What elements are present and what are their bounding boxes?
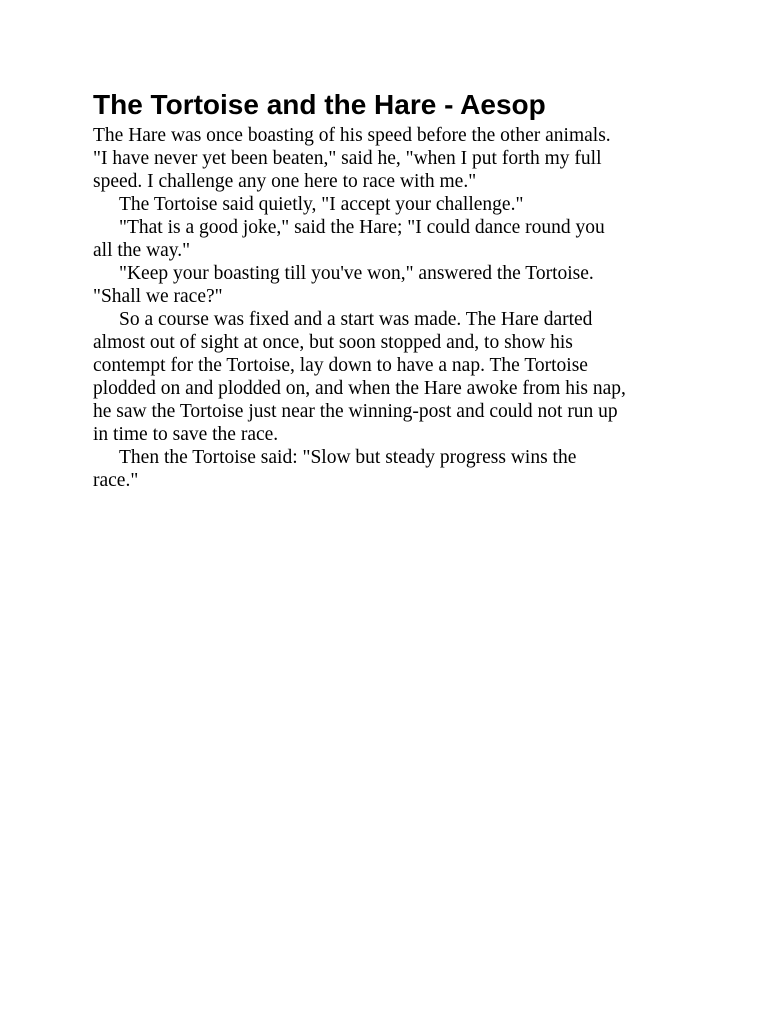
text-line: The Hare was once boasting of his speed before the other animals. [93, 125, 611, 146]
text-line: speed. I challenge any one here to race with me." [93, 171, 477, 192]
text-line: "That is a good joke," said the Hare; "I could dance round you [119, 217, 605, 238]
text-line: all the way." [93, 240, 191, 261]
text-line: "I have never yet been beaten," said he, "when I put forth my full [93, 148, 602, 169]
text-line: he saw the Tortoise just near the winning-post and could not run up [93, 401, 618, 422]
paragraph-4 [93, 262, 703, 308]
paragraph-3 [93, 216, 703, 262]
paragraph-2 [93, 193, 703, 216]
text-line: in time to save the race. [93, 424, 279, 445]
paragraph-6 [93, 446, 703, 492]
text-line: So a course was fixed and a start was made. The Hare darted [119, 309, 593, 330]
text-line: "Shall we race?" [93, 286, 223, 307]
document-title: The Tortoise and the Hare - Aesop [93, 89, 546, 120]
text-line: almost out of sight at once, but soon stopped and, to show his [93, 332, 573, 353]
text-line: race." [93, 470, 139, 491]
document-body [93, 124, 703, 492]
text-line: "Keep your boasting till you've won," answered the Tortoise. [119, 263, 594, 284]
paragraph-1 [93, 124, 703, 193]
paragraph-5 [93, 308, 703, 446]
document-page [93, 88, 703, 492]
text-line: Then the Tortoise said: "Slow but steady progress wins the [119, 447, 577, 468]
text-line: contempt for the Tortoise, lay down to have a nap. The Tortoise [93, 355, 588, 376]
text-line: The Tortoise said quietly, "I accept your challenge." [119, 194, 524, 215]
text-line: plodded on and plodded on, and when the Hare awoke from his nap, [93, 378, 626, 399]
